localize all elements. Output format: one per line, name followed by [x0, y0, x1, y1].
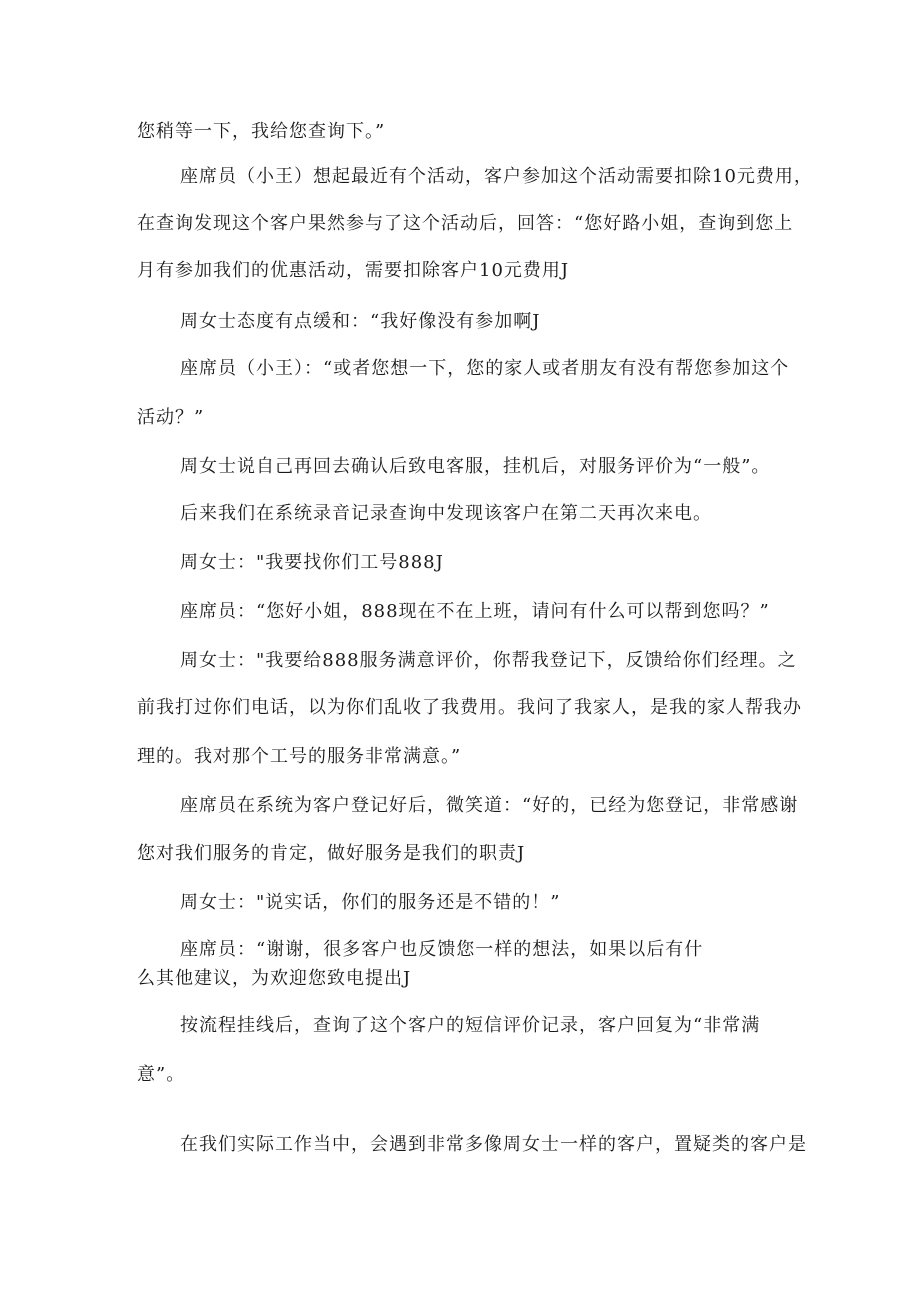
- text-line: 后来我们在系统录音记录查询中发现该客户在第二天再次来电。: [180, 503, 712, 524]
- text-line: 么其他建议，为欢迎您致电提出J: [137, 968, 412, 989]
- text-line: 您稍等一下，我给您查询下。”: [137, 121, 386, 142]
- text-line: 月有参加我们的优惠活动，需要扣除客户10元费用J: [137, 260, 570, 281]
- text-line: 周女士说自己再回去确认后致电客服，挂机后，对服务评价为“一般”。: [180, 456, 771, 477]
- text-line: 座席员：“您好小姐，888现在不在上班，请问有什么可以帮到您吗？”: [180, 601, 770, 622]
- text-line: 座席员：“谢谢，很多客户也反馈您一样的想法，如果以后有什: [180, 939, 704, 960]
- text-line: 周女士："我要找你们工号888J: [180, 552, 444, 573]
- text-line: 座席员（小王）：“或者您想一下，您的家人或者朋友有没有帮您参加这个: [180, 358, 790, 379]
- text-line: 在我们实际工作当中，会遇到非常多像周女士一样的客户，置疑类的客户是: [180, 1134, 807, 1155]
- text-line: 在查询发现这个客户果然参与了这个活动后，回答：“您好路小姐，查询到您上: [137, 213, 794, 234]
- text-line: 座席员在系统为客户登记好后，微笑道：“好的，已经为您登记，非常感谢: [180, 795, 799, 816]
- text-line: 您对我们服务的肯定，做好服务是我们的职责J: [137, 843, 526, 864]
- text-line: 周女士："说实话，你们的服务还是不错的！”: [180, 892, 561, 913]
- text-line: 周女士："我要给888服务满意评价，你帮我登记下，反馈给你们经理。之: [180, 650, 797, 671]
- text-line: 座席员（小王）想起最近有个活动，客户参加这个活动需要扣除10元费用，: [180, 166, 813, 187]
- text-line: 前我打过你们电话，以为你们乱收了我费用。我问了我家人，是我的家人帮我办: [137, 697, 802, 718]
- text-line: 意”。: [137, 1064, 186, 1085]
- text-line: 周女士态度有点缓和：“我好像没有参加啊J: [180, 311, 541, 332]
- text-line: 活动？”: [137, 407, 205, 428]
- text-line: 按流程挂线后，查询了这个客户的短信评价记录，客户回复为“非常满: [180, 1015, 761, 1036]
- text-line: 理的。我对那个工号的服务非常满意。”: [137, 746, 462, 767]
